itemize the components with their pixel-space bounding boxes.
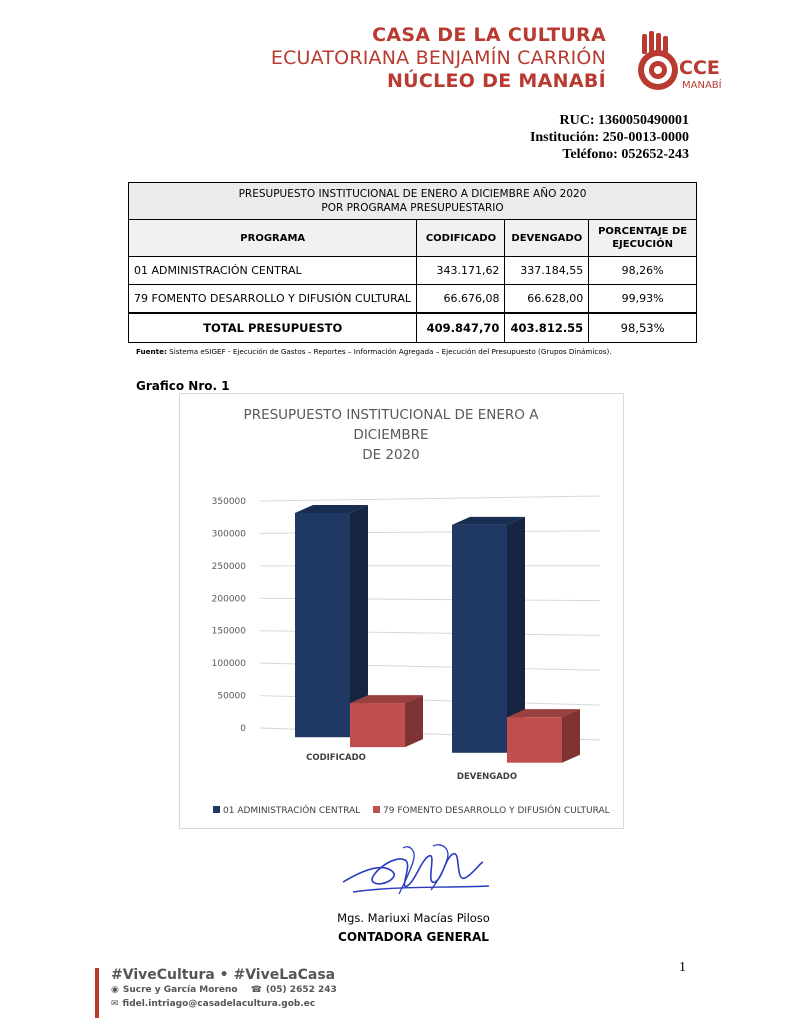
x-category-label: DEVENGADO [456, 772, 518, 782]
signature-image [333, 842, 493, 904]
phone-line: Teléfono: 052652-243 [562, 147, 689, 162]
graph-label: Grafico Nro. 1 [136, 379, 230, 393]
cell-programa: 01 ADMINISTRACIÓN CENTRAL [129, 257, 417, 285]
chart-title-line1: PRESUPUESTO INSTITUCIONAL DE ENERO A [243, 407, 539, 423]
table-row [129, 285, 697, 314]
total-label: TOTAL PRESUPUESTO [129, 313, 417, 343]
source-note [136, 347, 612, 356]
table-title-line2: POR PROGRAMA PRESUPUESTARIO [321, 202, 504, 214]
table-title-line1: PRESUPUESTO INSTITUCIONAL DE ENERO A DICIEMBRE AÑO 2020 [238, 188, 587, 200]
cell-codificado: 66.676,08 [417, 285, 505, 314]
cell-devengado: 66.628,00 [505, 285, 589, 314]
chart-title-line3: DE 2020 [362, 447, 420, 463]
footer-address: Sucre y García Moreno [122, 985, 238, 995]
y-tick-label: 100000 [211, 659, 246, 670]
signer-name: Mgs. Mariuxi Macías Piloso [337, 911, 490, 925]
legend-swatch [373, 806, 380, 813]
x-category-label: CODIFICADO [306, 753, 366, 763]
cce-logo [636, 30, 726, 98]
y-tick-label: 150000 [211, 626, 246, 637]
envelope-icon: ✉ [111, 999, 119, 1009]
total-devengado: 403.812.55 [505, 313, 589, 343]
logo-emblem-icon [638, 31, 678, 90]
chart-canvas [180, 394, 623, 828]
footer-accent-bar [95, 968, 99, 1018]
header-programa: PROGRAMA [129, 220, 417, 257]
logo-subtext: MANABÍ [682, 80, 722, 91]
cell-porcentaje: 98,26% [589, 257, 697, 285]
ruc-line: RUC: 1360050490001 [559, 113, 689, 128]
y-tick-label: 250000 [211, 561, 246, 572]
y-tick-label: 350000 [211, 497, 246, 507]
institution-code-line: Institución: 250-0013-0000 [529, 130, 689, 145]
legend-label: 79 FOMENTO DESARROLLO Y DIFUSIÓN CULTURAL [383, 806, 610, 816]
table-header-row [129, 220, 697, 257]
bar-side [405, 695, 423, 747]
legend-swatch [213, 806, 220, 813]
total-codificado: 409.847,70 [417, 313, 505, 343]
legend-label: 01 ADMINISTRACIÓN CENTRAL [223, 806, 361, 816]
footer-email: fidel.intriago@casadelacultura.gob.ec [122, 999, 316, 1009]
institution-name-line3: NÚCLEO DE MANABÍ [386, 70, 606, 92]
bar [295, 513, 350, 737]
y-tick-label: 200000 [211, 594, 246, 605]
bar [452, 525, 507, 753]
table-title-row [129, 183, 697, 220]
cell-programa: 79 FOMENTO DESARROLLO Y DIFUSIÓN CULTURAL [129, 285, 417, 314]
cell-devengado: 337.184,55 [505, 257, 589, 285]
footer-email-line [111, 999, 315, 1009]
header-porcentaje: PORCENTAJE DE EJECUCIÓN [589, 220, 697, 257]
footer-phone: (05) 2652 243 [265, 985, 337, 995]
table-total-row [129, 313, 697, 343]
bar [507, 717, 562, 763]
bar-side [562, 709, 580, 763]
header-devengado: DEVENGADO [505, 220, 589, 257]
cell-porcentaje: 99,93% [589, 285, 697, 314]
bar [350, 703, 405, 747]
signer-title: CONTADORA GENERAL [338, 930, 489, 944]
y-tick-label: 300000 [211, 529, 246, 540]
chart-title-line2: DICIEMBRE [353, 427, 429, 443]
gridline [260, 496, 600, 501]
table-row [129, 257, 697, 285]
header-codificado: CODIFICADO [417, 220, 505, 257]
location-pin-icon: ◉ [111, 985, 119, 995]
y-tick-label: 0 [240, 724, 246, 734]
footer-hashtags: #ViveCultura • #ViveLaCasa [111, 967, 336, 983]
table-title [129, 183, 697, 220]
y-tick-label: 50000 [217, 691, 246, 702]
chart-legend [213, 804, 610, 816]
footer-contact [111, 985, 337, 995]
phone-icon: ☎ [250, 985, 262, 995]
institution-name-line2: ECUATORIANA BENJAMÍN CARRIÓN [270, 47, 606, 69]
cell-codificado: 343.171,62 [417, 257, 505, 285]
total-porcentaje: 98,53% [589, 313, 697, 343]
page-number: 1 [679, 960, 686, 975]
source-text: Sistema eSIGEF - Ejecución de Gastos – Reportes – Información Agregada – Ejecución del Presupuesto (Grupos Dinámicos). [166, 347, 612, 356]
institution-name-line1: CASA DE LA CULTURA [372, 24, 606, 46]
source-label: Fuente: [136, 347, 167, 356]
budget-table [128, 182, 697, 343]
budget-chart [179, 393, 624, 829]
logo-text: CCE [679, 57, 720, 79]
chart-bars [295, 505, 580, 763]
chart-y-axis [212, 497, 247, 734]
chart-x-axis [306, 753, 517, 782]
